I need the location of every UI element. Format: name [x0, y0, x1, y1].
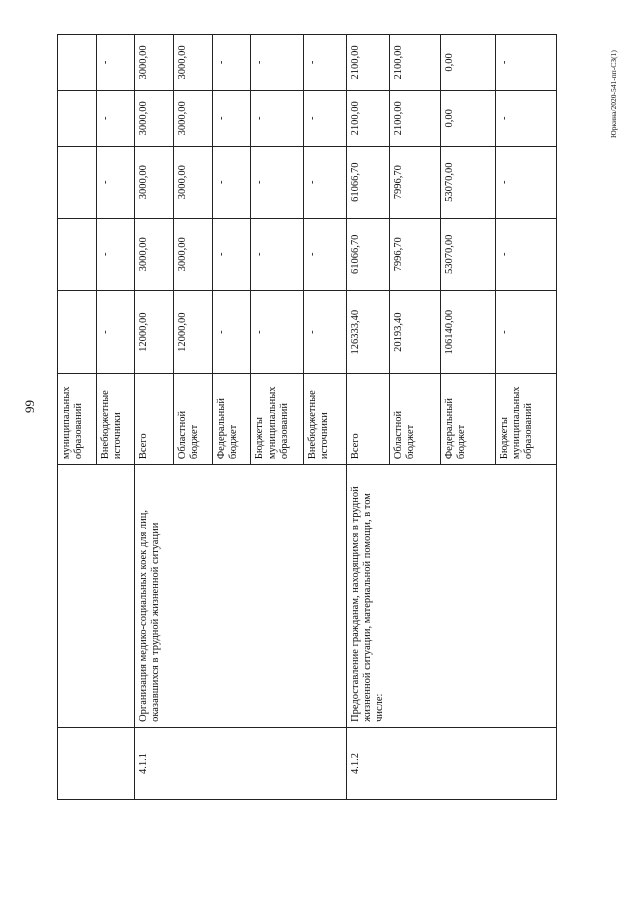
amount-cell [58, 35, 97, 91]
funding-source: Областной бюджет [389, 374, 440, 465]
funding-source: Внебюджетные источники [304, 374, 347, 465]
amount-cell: - [495, 146, 556, 218]
amount-cell: 126333,40 [347, 290, 390, 374]
row-code: 4.1.1 [135, 727, 347, 799]
amount-cell: - [495, 90, 556, 146]
amount-cell: 3000,00 [174, 146, 213, 218]
amount-cell: - [304, 90, 347, 146]
amount-cell: - [495, 35, 556, 91]
amount-cell [58, 218, 97, 290]
amount-cell: 106140,00 [440, 290, 495, 374]
amount-cell: 2100,00 [347, 35, 390, 91]
funding-source: Областной бюджет [174, 374, 213, 465]
rotated-table-wrapper [57, 34, 557, 800]
amount-cell: - [251, 35, 304, 91]
amount-cell: - [96, 90, 135, 146]
amount-cell: - [304, 35, 347, 91]
funding-source: муниципальных образований [58, 374, 97, 465]
document-code: Юркина/2020-541-пп-СЗ(1) [609, 50, 618, 138]
amount-cell: - [304, 218, 347, 290]
funding-source: Всего [135, 374, 174, 465]
amount-cell: - [96, 290, 135, 374]
measure-name: Предоставление гражданам, находящимся в трудной жизненной ситуации, материальной помощи, в том числе: [347, 465, 557, 728]
amount-cell: - [96, 35, 135, 91]
amount-cell: - [212, 290, 251, 374]
amount-cell [58, 90, 97, 146]
amount-cell [58, 290, 97, 374]
amount-cell: 7996,70 [389, 146, 440, 218]
amount-cell: 61066,70 [347, 218, 390, 290]
amount-cell: 3000,00 [174, 35, 213, 91]
funding-source: Внебюджетные источники [96, 374, 135, 465]
page-number: 99 [22, 400, 37, 413]
amount-cell: 2100,00 [389, 90, 440, 146]
amount-cell: 0,00 [440, 90, 495, 146]
amount-cell: 53070,00 [440, 146, 495, 218]
amount-cell: - [212, 146, 251, 218]
table-row [135, 35, 174, 800]
amount-cell: - [495, 218, 556, 290]
funding-source: Всего [347, 374, 390, 465]
amount-cell: - [251, 146, 304, 218]
funding-source: Федеральный бюджет [212, 374, 251, 465]
amount-cell: 3000,00 [135, 35, 174, 91]
amount-cell: 20193,40 [389, 290, 440, 374]
amount-cell: - [212, 90, 251, 146]
table-row [347, 35, 390, 800]
amount-cell: 61066,70 [347, 146, 390, 218]
amount-cell: 12000,00 [135, 290, 174, 374]
measure-name: Организация медико-социальных коек для лиц, оказавшихся в трудной жизненной ситуации [135, 465, 347, 728]
amount-cell: 2100,00 [347, 90, 390, 146]
funding-source: Федеральный бюджет [440, 374, 495, 465]
amount-cell: 3000,00 [135, 146, 174, 218]
funding-source: Бюджеты муниципальных образований [495, 374, 556, 465]
funding-table [57, 34, 557, 800]
amount-cell: 2100,00 [389, 35, 440, 91]
amount-cell: 7996,70 [389, 218, 440, 290]
amount-cell: - [212, 35, 251, 91]
amount-cell: 12000,00 [174, 290, 213, 374]
amount-cell: 3000,00 [174, 218, 213, 290]
amount-cell: 0,00 [440, 35, 495, 91]
measure-name [58, 465, 135, 728]
amount-cell: - [212, 218, 251, 290]
row-code: 4.1.2 [347, 727, 557, 799]
row-code [58, 727, 135, 799]
funding-source: Бюджеты муниципальных образований [251, 374, 304, 465]
amount-cell: 53070,00 [440, 218, 495, 290]
amount-cell: 3000,00 [135, 218, 174, 290]
amount-cell [58, 146, 97, 218]
amount-cell: - [304, 290, 347, 374]
amount-cell: - [495, 290, 556, 374]
amount-cell: - [96, 218, 135, 290]
amount-cell: - [96, 146, 135, 218]
table-body [58, 35, 557, 800]
amount-cell: - [251, 290, 304, 374]
amount-cell: - [251, 90, 304, 146]
amount-cell: 3000,00 [174, 90, 213, 146]
amount-cell: 3000,00 [135, 90, 174, 146]
amount-cell: - [251, 218, 304, 290]
amount-cell: - [304, 146, 347, 218]
table-row [58, 35, 97, 800]
